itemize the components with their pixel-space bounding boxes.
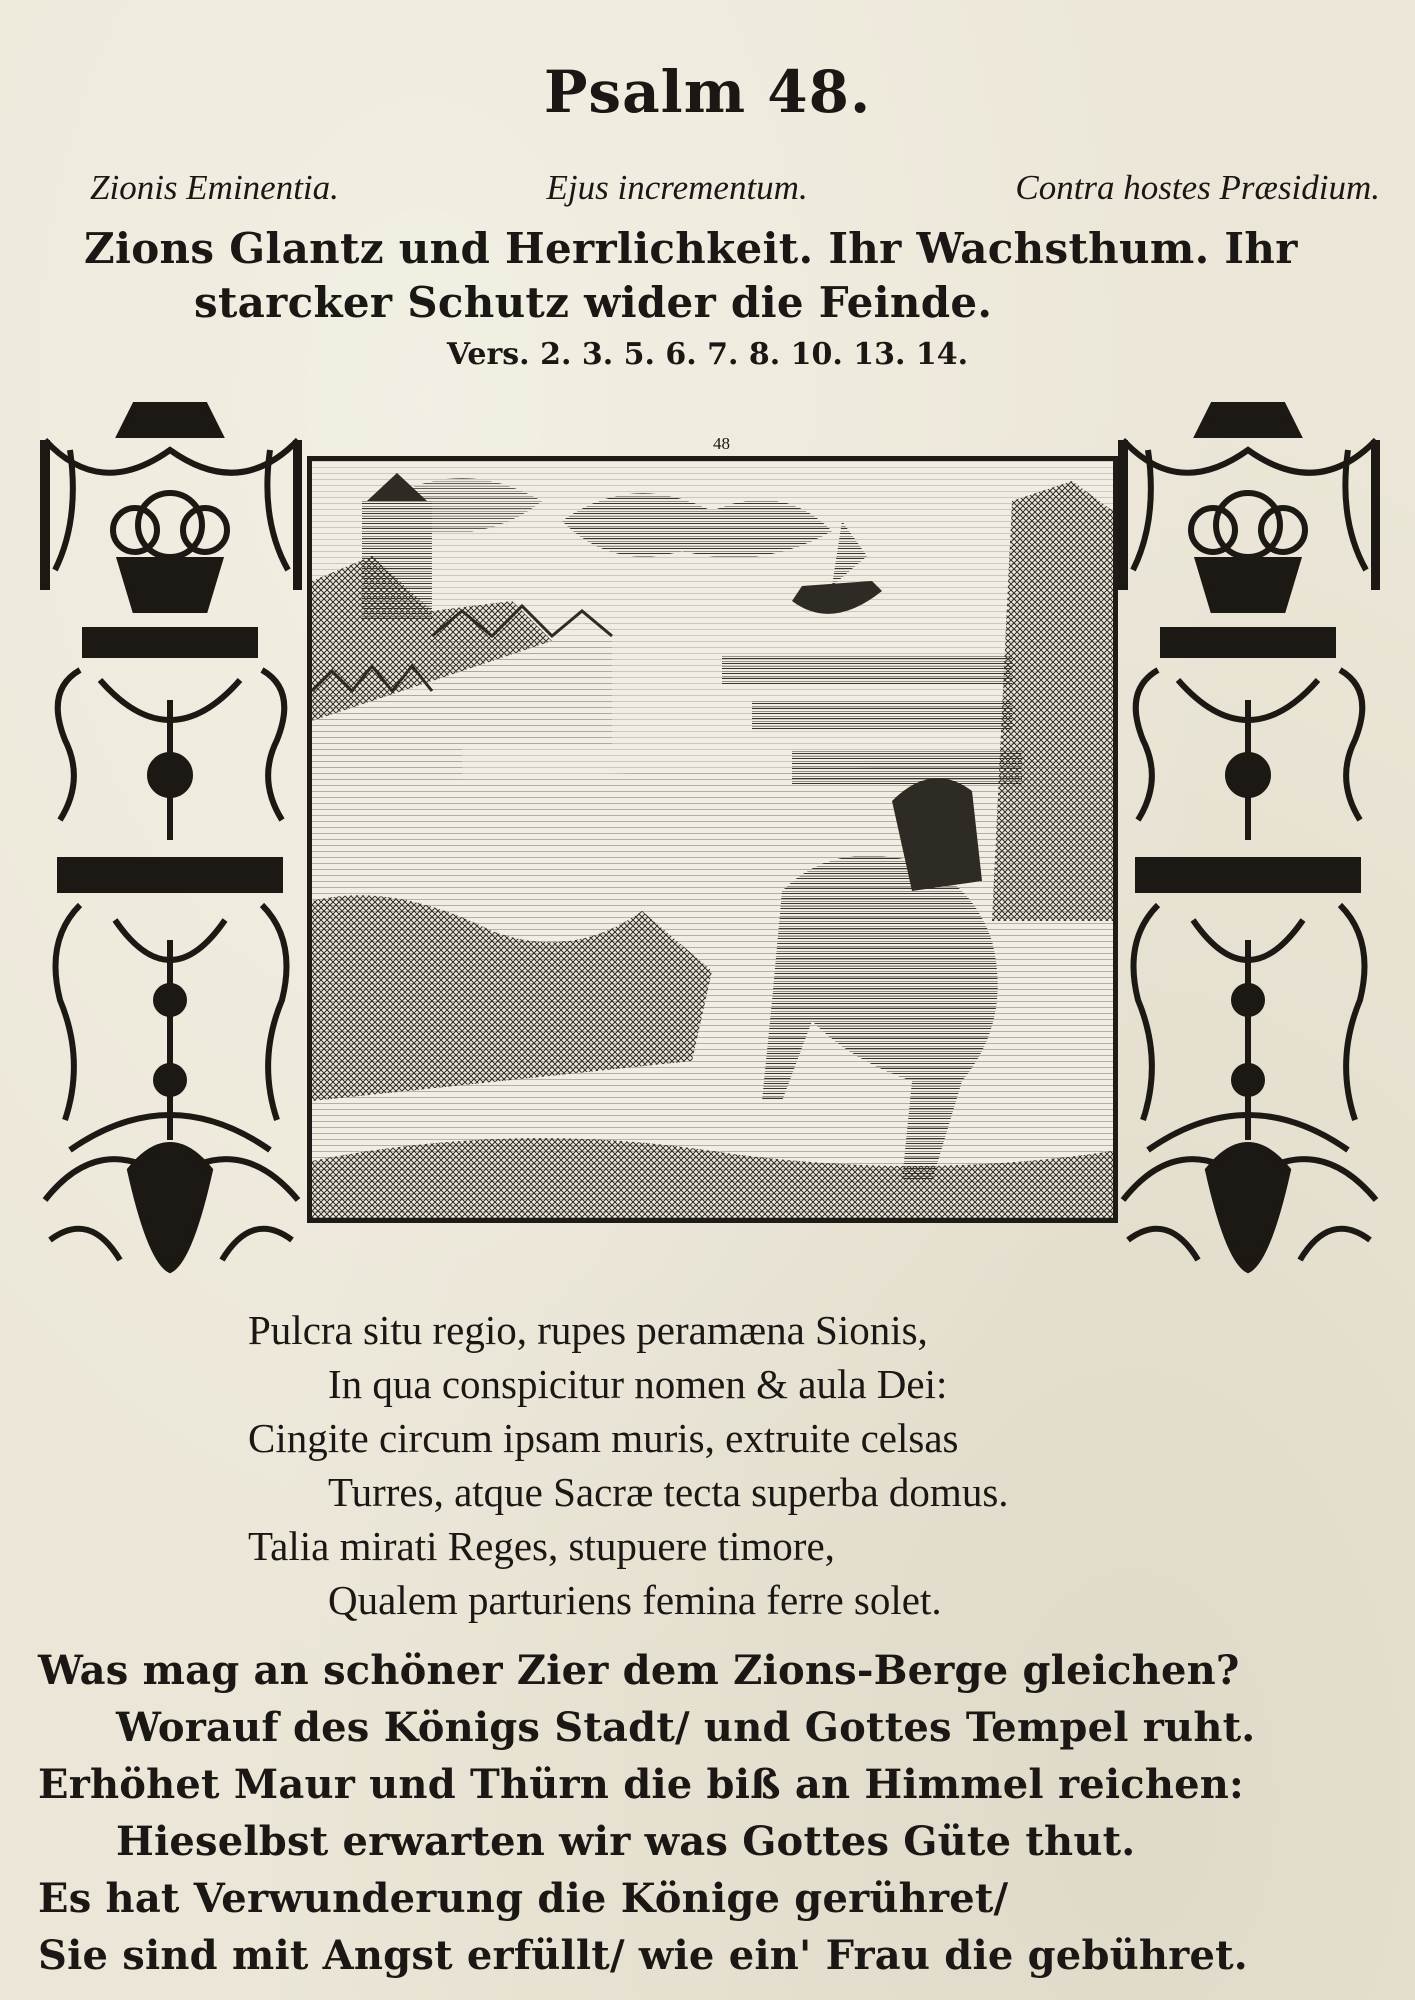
plate-number: 48 bbox=[713, 434, 730, 453]
latin-poem-line: Talia mirati Reges, stupuere timore, bbox=[248, 1523, 835, 1569]
latin-heading-2: Ejus incrementum. bbox=[546, 168, 808, 207]
latin-poem-line: Turres, atque Sacræ tecta superba domus. bbox=[328, 1469, 1009, 1515]
latin-poem-line: Qualem parturiens femina ferre solet. bbox=[328, 1577, 942, 1623]
left-ornament-icon bbox=[40, 380, 302, 1285]
latin-poem-line: In qua conspicitur nomen & aula Dei: bbox=[328, 1361, 948, 1407]
engraving-image bbox=[307, 456, 1118, 1223]
latin-heading-3: Contra hostes Præsidium. bbox=[1015, 168, 1380, 207]
latin-poem-line: Cingite circum ipsam muris, extruite celsas bbox=[248, 1415, 959, 1461]
latin-heading-1: Zionis Eminentia. bbox=[90, 168, 339, 207]
verse-references: Vers. 2. 3. 5. 6. 7. 8. 10. 13. 14. bbox=[446, 337, 969, 372]
german-heading-line-2: starcker Schutz wider die Feinde. bbox=[194, 278, 993, 327]
german-poem-line: Worauf des Königs Stadt/ und Gottes Tempel ruht. bbox=[116, 1704, 1256, 1751]
german-poem-line: Sie sind mit Angst erfüllt/ wie ein' Frau die gebühret. bbox=[38, 1932, 1248, 1979]
latin-poem bbox=[248, 1303, 1248, 1627]
german-heading bbox=[84, 222, 1394, 330]
right-ornament-icon bbox=[1118, 380, 1380, 1285]
german-poem-line: Hieselbst erwarten wir was Gottes Güte thut. bbox=[116, 1818, 1136, 1865]
german-poem-line: Es hat Verwunderung die Könige gerühret/ bbox=[38, 1875, 1009, 1922]
german-poem-line: Erhöhet Maur und Thürn die biß an Himmel reichen: bbox=[38, 1761, 1245, 1808]
german-poem-line: Was mag an schöner Zier dem Zions-Berge gleichen? bbox=[38, 1647, 1240, 1694]
german-poem bbox=[38, 1642, 1398, 1984]
german-heading-line-1: Zions Glantz und Herrlichkeit. Ihr Wachsthum. Ihr bbox=[84, 224, 1298, 273]
page-title: Psalm 48. bbox=[543, 58, 872, 126]
latin-headings bbox=[90, 168, 1380, 208]
latin-poem-line: Pulcra situ regio, rupes peramæna Sionis, bbox=[248, 1307, 928, 1353]
